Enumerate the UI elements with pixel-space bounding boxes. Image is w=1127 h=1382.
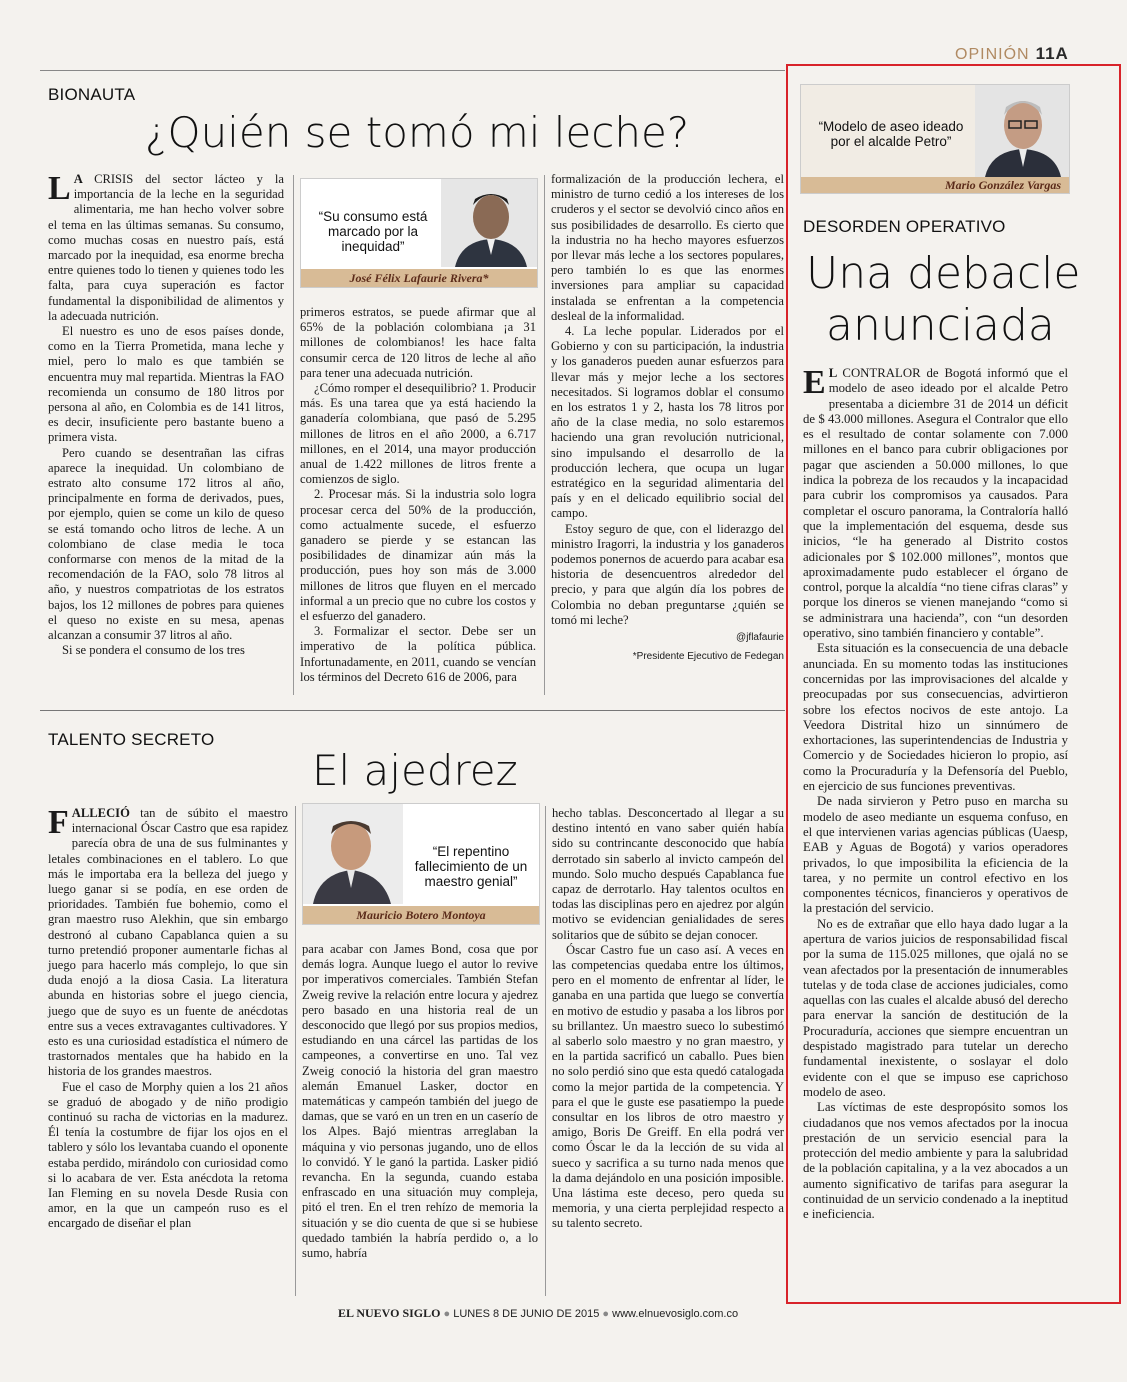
author-name: José Félix Lafaurie Rivera*: [301, 269, 537, 287]
headline-line: Una debacle: [806, 248, 1081, 299]
article2-para: Fue el caso de Morphy quien a los 21 años se graduó de abogado y de niño prodigio continuó su racha de victorias en la madurez. Él tenía la costumbre de fijar los ojos en el tablero y sólo los levantaba cuando el oponente estaba perdido, mirándolo con curiosidad como si lo acabara de ver. Esta anécdota la retoma Ian Fleming en su novela Desde Rusia con amor, en la que un campeón ruso es el encargado de diseñar el plan: [48, 1079, 288, 1231]
page-number: 11A: [1035, 44, 1069, 63]
page-header: [955, 44, 1069, 64]
website-link[interactable]: www.elnuevosiglo.com.co: [612, 1308, 739, 1320]
article3-para: Las víctimas de este despropósito somos los ciudadanos que nos vemos afectados por la inocua prestación de un servicio esencial para la protección del medio ambiente y para la salubridad de la población capitalina, y a la vez abocados a un aumento significativo de tarifas para asegurar la continuidad de un servicio condenado a la ineptitud e ineficiencia.: [803, 1100, 1068, 1222]
article1-section: BIONAUTA: [48, 85, 136, 104]
article-divider: [40, 710, 785, 711]
article1-pull-quote: “Su consumo está marcado por la inequidad”: [318, 209, 428, 254]
article3-section: DESORDEN OPERATIVO: [803, 217, 1006, 236]
lead-word: ALLECIÓ: [71, 806, 141, 820]
article1-quote-box: [300, 178, 538, 288]
article1-headline: ¿Quién se tomó mi leche?: [145, 108, 690, 157]
bullet-icon: ●: [443, 1308, 454, 1320]
article3-headline: [806, 248, 1080, 352]
article3-body: [803, 366, 1068, 1223]
lead-word: L: [828, 366, 843, 380]
article1-para: 3. Formalizar el sector. Debe ser un imperativo de la política pública. Infortunadamente, en 2011, cuando se vencían los términos del Decreto 616 de 2006, para: [300, 624, 536, 684]
article2-para: para acabar con James Bond, cosa que por demás logra. Aunque luego el autor lo revive por imperativos comerciales. También Stefan Zweig revive la relación entre locura y ajedrez pero basado en una historia real de un desconocido que llegó por sus propios medios, estudiando en una cárcel las partidas de los campeones, a convertirse en uno. Tal vez Zweig conoció la historia del gran maestro alemán Emanuel Lasker, doctor en matemáticas y campeón también del juego de damas, que se varó en un tren en un caserío de los Alpes. Bajó mientras arreglaban la máquina y vio personas jugando, uno de ellos lo convidó. Y le ganó la partida. Lasker pidió revancha. En la segunda, cuando estaba enfrascado en una situación muy compleja, pitó el tren. En el tren rehízo de memoria la situación y se dio cuenta de que si se hubiese quedado también la habría perdido o, a lo sumo, habría: [302, 942, 538, 1261]
column-divider: [293, 175, 294, 695]
article1-para: Si se pondera el consumo de los tres: [62, 643, 245, 658]
header-rule: [40, 70, 785, 71]
portrait-image: [303, 804, 403, 904]
dropcap: E: [803, 364, 826, 401]
author-name: Mario González Vargas: [801, 177, 1069, 193]
section-label: OPINIÓN: [955, 46, 1030, 63]
author-portrait: [441, 179, 537, 267]
article1-col2: [300, 305, 536, 685]
headline-line: anunciada: [826, 300, 1055, 351]
portrait-image: [975, 85, 1069, 177]
article2-para: Óscar Castro fue un caso así. A veces en las competencias quedaba entre los últimos, pero en el momento de enfrentar al líder, le ganaba en una partida que luego se convertía en motivo de estudio y pasaba a los libros por su brillantez. Un maestro sueco lo subestimó al saberlo solo maestro y no gran maestro, y en la partida sacrificó un caballo. Pues bien no solo perdió sino que esta quedó catalogada como la mejor partida de la competencia. Y para el que le guste ese pasatiempo la puede consultar en los libros de otro maestro y amigo, Boris De Greiff. En ella podrá ver como Óscar le da la lección de su vida al sueco y sacrifica a su turno nada menos que la dama dejándolo en una posición imposible. Una lástima este deceso, pero queda su memoria, y una cierta perplejidad respecto a su talento secreto.: [552, 942, 784, 1231]
article1-para: 4. La leche popular. Liderados por el Gobierno y con su participación, la industria y los ganaderos pueden aunar esfuerzos para llevar más y mejor leche a los sectores necesitados. Si logramos doblar el consumo en los estratos 1 y 2, hasta los 78 litros por año de la clase media, no solo estaremos haciendo una gran revolución nutricional, sino impulsando el desarrollo de la producción lechera, que ocupa un lugar estratégico en la seguridad alimentaria del país y en el delicado equilibrio social del campo.: [551, 324, 784, 521]
article2-col1: [48, 806, 288, 1232]
article2-para: hecho tablas. Desconcertado al llegar a su destino intentó en vano saber quién había sido su contrincante desconocido que había derrotado sin saberlo al invicto campeón del mundo. Solo mucho después Capablanca fue capaz de derrotarlo. Hay talentos ocultos en todas las disciplinas pero en ajedrez por algún motivo se evidencian genialidades de seres solitarios que de súbito se dejan conocer.: [552, 806, 784, 942]
column-divider: [544, 175, 545, 695]
article1-para: formalización de la producción lechera, el ministro de turno cedió a los intereses de los cruderos y el sector se devolvió cinco años en sus posibilidades de desarrollo. Es cierto que la industria no ha hecho mayores esfuerzos por llevar más leche a los sectores populares, pero también lo es que las enormes inversiones para ampliar su capacidad instalada se enfrentan a la competencia desleal de la informalidad.: [551, 172, 784, 323]
article2-quote-box: [302, 803, 540, 925]
article2-para: FALLECIÓ tan de súbito el maestro internacional Óscar Castro que esa rapidez parecía obra de una de sus fulminantes y letales combinaciones en el tablero. Lo que más le importaba era la belleza del juego y luego ganar si se podía, en ese orden de prioridades. También fue bohemio, como el gran maestro ruso Alekhin, que sin embargo destronó al cubano Capablanca quien a su turno pretendió proponer aumentarle fichas al juego para hacerlo más complejo, lo que sin duda enojó a la diosa Casia. La literatura abunda en historias sobre el juego ciencia, juego que de suyo es un fuente de anécdotas entre sus a veces extravagantes cultivadores. Y esto es una curiosidad estadística el número de trastornados mentales que ha habido en la historia de los grandes maestros.: [48, 804, 288, 1079]
article1-para: L A CRISIS del sector lácteo y la importancia de la leche en la seguridad alimentaria, me han hecho volver sobre el tema en las últimas semanas. Su consumo, como muchas cosas en nuestro país, está marcado por la inequidad, esa enorme brecha entre quienes todo lo tienen y quienes todo les falta, para cuya superación es factor fundamental la disponibilidad de alimentos y la adecuada nutrición.: [48, 170, 284, 323]
author-portrait: [303, 804, 403, 904]
article2-col2: [302, 942, 538, 1261]
portrait-image: [441, 179, 537, 267]
article1-para: 2. Procesar más. Si la industria solo logra procesar cerca del 50% de la producción, como actualmente sucede, el esfuerzo ganadero se pierde y se estancan las posibilidades de dinamizar aún más la producción, pues hoy son más de 3.000 millones de litros que fluyen en el mercado informal a un precio que no cubre los costos y el esfuerzo del ganadero.: [300, 487, 536, 624]
article1-col3: [551, 172, 784, 665]
article3-para: No es de extrañar que ello haya dado lugar a la apertura de varios juicios de responsabilidad fiscal por la suma de 115.025 millones, que ojalá no se vean afectados por la presentación de innumerables tutelas y de toda clase de acciones judiciales, como aquellas con las cuales el alcalde abusó del derecho para enervar la sanción de destitución de la Procuraduría, acciones que siempre encuentran un despistado magistrado para tutelar un derecho fundamental inexistente, o soslayar el dolo evidente con el que se impuso ese caprichoso modelo de aseo.: [803, 916, 1068, 1099]
article1-para: ¿Cómo romper el desequilibrio? 1. Producir más. Es una tarea que ya está haciendo la ganadería colombiana, que pasó de 5.295 millones de litros en el año 2000, a 6.717 millones, en el 2014, una mayor producción anual de 1.422 millones de litros frente a comienzos de siglo.: [300, 381, 536, 487]
article2-headline: El ajedrez: [312, 746, 518, 795]
article3-quote-box: [800, 84, 1070, 194]
dropcap: L: [48, 170, 71, 207]
newspaper-name: EL NUEVO SIGLO: [338, 1306, 441, 1320]
author-footnote: *Presidente Ejecutivo de Fedegan: [632, 651, 784, 663]
column-divider: [545, 806, 546, 1296]
article2-col3: [552, 806, 784, 1232]
article1-para: Pero cuando se desentrañan las cifras aparece la inequidad. Un colombiano de estrato alto consume 172 litros al año, principalmente en forma de derivados, pues, por ejemplo, quien se come un kilo de queso se está tomando ocho litros de leche. A un colombiano de clase media le toca conformarse con menos de la mitad de la recomendación de la FAO, solo 78 litros al año, y nuestros compatriotas de los estratos bajos, los 12 millones de pobres para quienes el queso no existe en su mesa, apenas alcanzan a consumir 37 litros al año.: [48, 445, 284, 643]
article1-para: primeros estratos, se puede afirmar que al 65% de la población colombiana ¡a 31 millones de colombianos! les hace falta consumir cerca de 120 litros de leche al año para tener una adecuada nutrición.: [300, 305, 536, 380]
author-portrait: [975, 85, 1069, 177]
article2-section: TALENTO SECRETO: [48, 730, 215, 749]
article2-pull-quote: “El repentino fallecimiento de un maestro genial”: [414, 844, 528, 889]
page-footer: [338, 1306, 738, 1321]
column-divider: [295, 806, 296, 1296]
dropcap: F: [48, 804, 69, 841]
article1-col1: [48, 172, 284, 659]
article3-para: De nada sirvieron y Petro puso en marcha su modelo de aseo mediante un esquema confuso, en el que intervienen varias agencias públicas (Uaesp, EAB y Aguas de Bogotá) y varios operadores privados, lo que imposibilita la eficiencia de la tarea, y no permite un control efectivo en los componentes técnicos, financieros y operativos de la prestación del servicio.: [803, 794, 1068, 916]
author-name: Mauricio Botero Montoya: [303, 906, 539, 924]
article1-para: El nuestro es uno de esos países donde, como en la Tierra Prometida, mana leche y miel, pero lo malo es que también se encuentra muy mal repartida. Mientras la FAO recomienda un consumo de 180 litros por persona al año, en Colombia es de 141 litros, es decir, insuficiente pero bastante bueno a primera vista.: [48, 324, 284, 445]
article3-para: Esta situación es la consecuencia de una debacle anunciada. En su momento todas las instituciones concernidas por las improvisaciones del alcalde y preocupadas por sus consecuencias, advirtieron sobre los efectos nocivos de este antojo. La Veedora Distrital hizo un sinnúmero de exhortaciones, las superintendencias de Industria y Comercio y de Sociedades hicieron lo propio, así como la Procuraduría y la Defensoría del Pueblo, en ejercicio de sus funciones preventivas.: [803, 641, 1068, 794]
twitter-handle: @jflafaurie: [736, 632, 784, 644]
issue-date: LUNES 8 DE JUNIO DE 2015: [453, 1308, 600, 1320]
article3-pull-quote: “Modelo de aseo ideado por el alcalde Petro”: [818, 119, 964, 149]
article3-para: E L CONTRALOR de Bogotá informó que el modelo de aseo ideado por el alcalde Petro presentaba a diciembre 31 de 2014 un déficit de $ 43.000 millones. Asegura el Contralor que ello es el resultado de contar solamente con 7.000 millones en el banco para cubrir obligaciones por pagar que ascienden a 50.000 millones, lo que indica la pobreza de los recaudos y la incapacidad para cubrir los compromisos ya causados. Para completar el oscuro panorama, la Contraloría halló que la implementación del esquema, desde sus inicios, “le ha generado al Distrito costos adicionales por $ 102.000 millones”, montos que aproximadamente pudo establecer el órgano de control, porque la alcaldía “no tiene cifras claras” y porque los dineros se vienen manejando “como si se administrara una hacienda”, con “un desorden operativo, sino también financiero y contable”.: [803, 364, 1069, 641]
bullet-icon: ●: [602, 1308, 613, 1320]
article1-para: Estoy seguro de que, con el liderazgo del ministro Iragorri, la industria y los ganaderos podemos ponernos de acuerdo para acabar esa historia de desencuentros alrededor del precio, y para que algún día los pobres de Colombia no deban preguntarse ¿quién se tomó mi leche?: [551, 521, 784, 627]
lead-word: A: [73, 172, 95, 186]
